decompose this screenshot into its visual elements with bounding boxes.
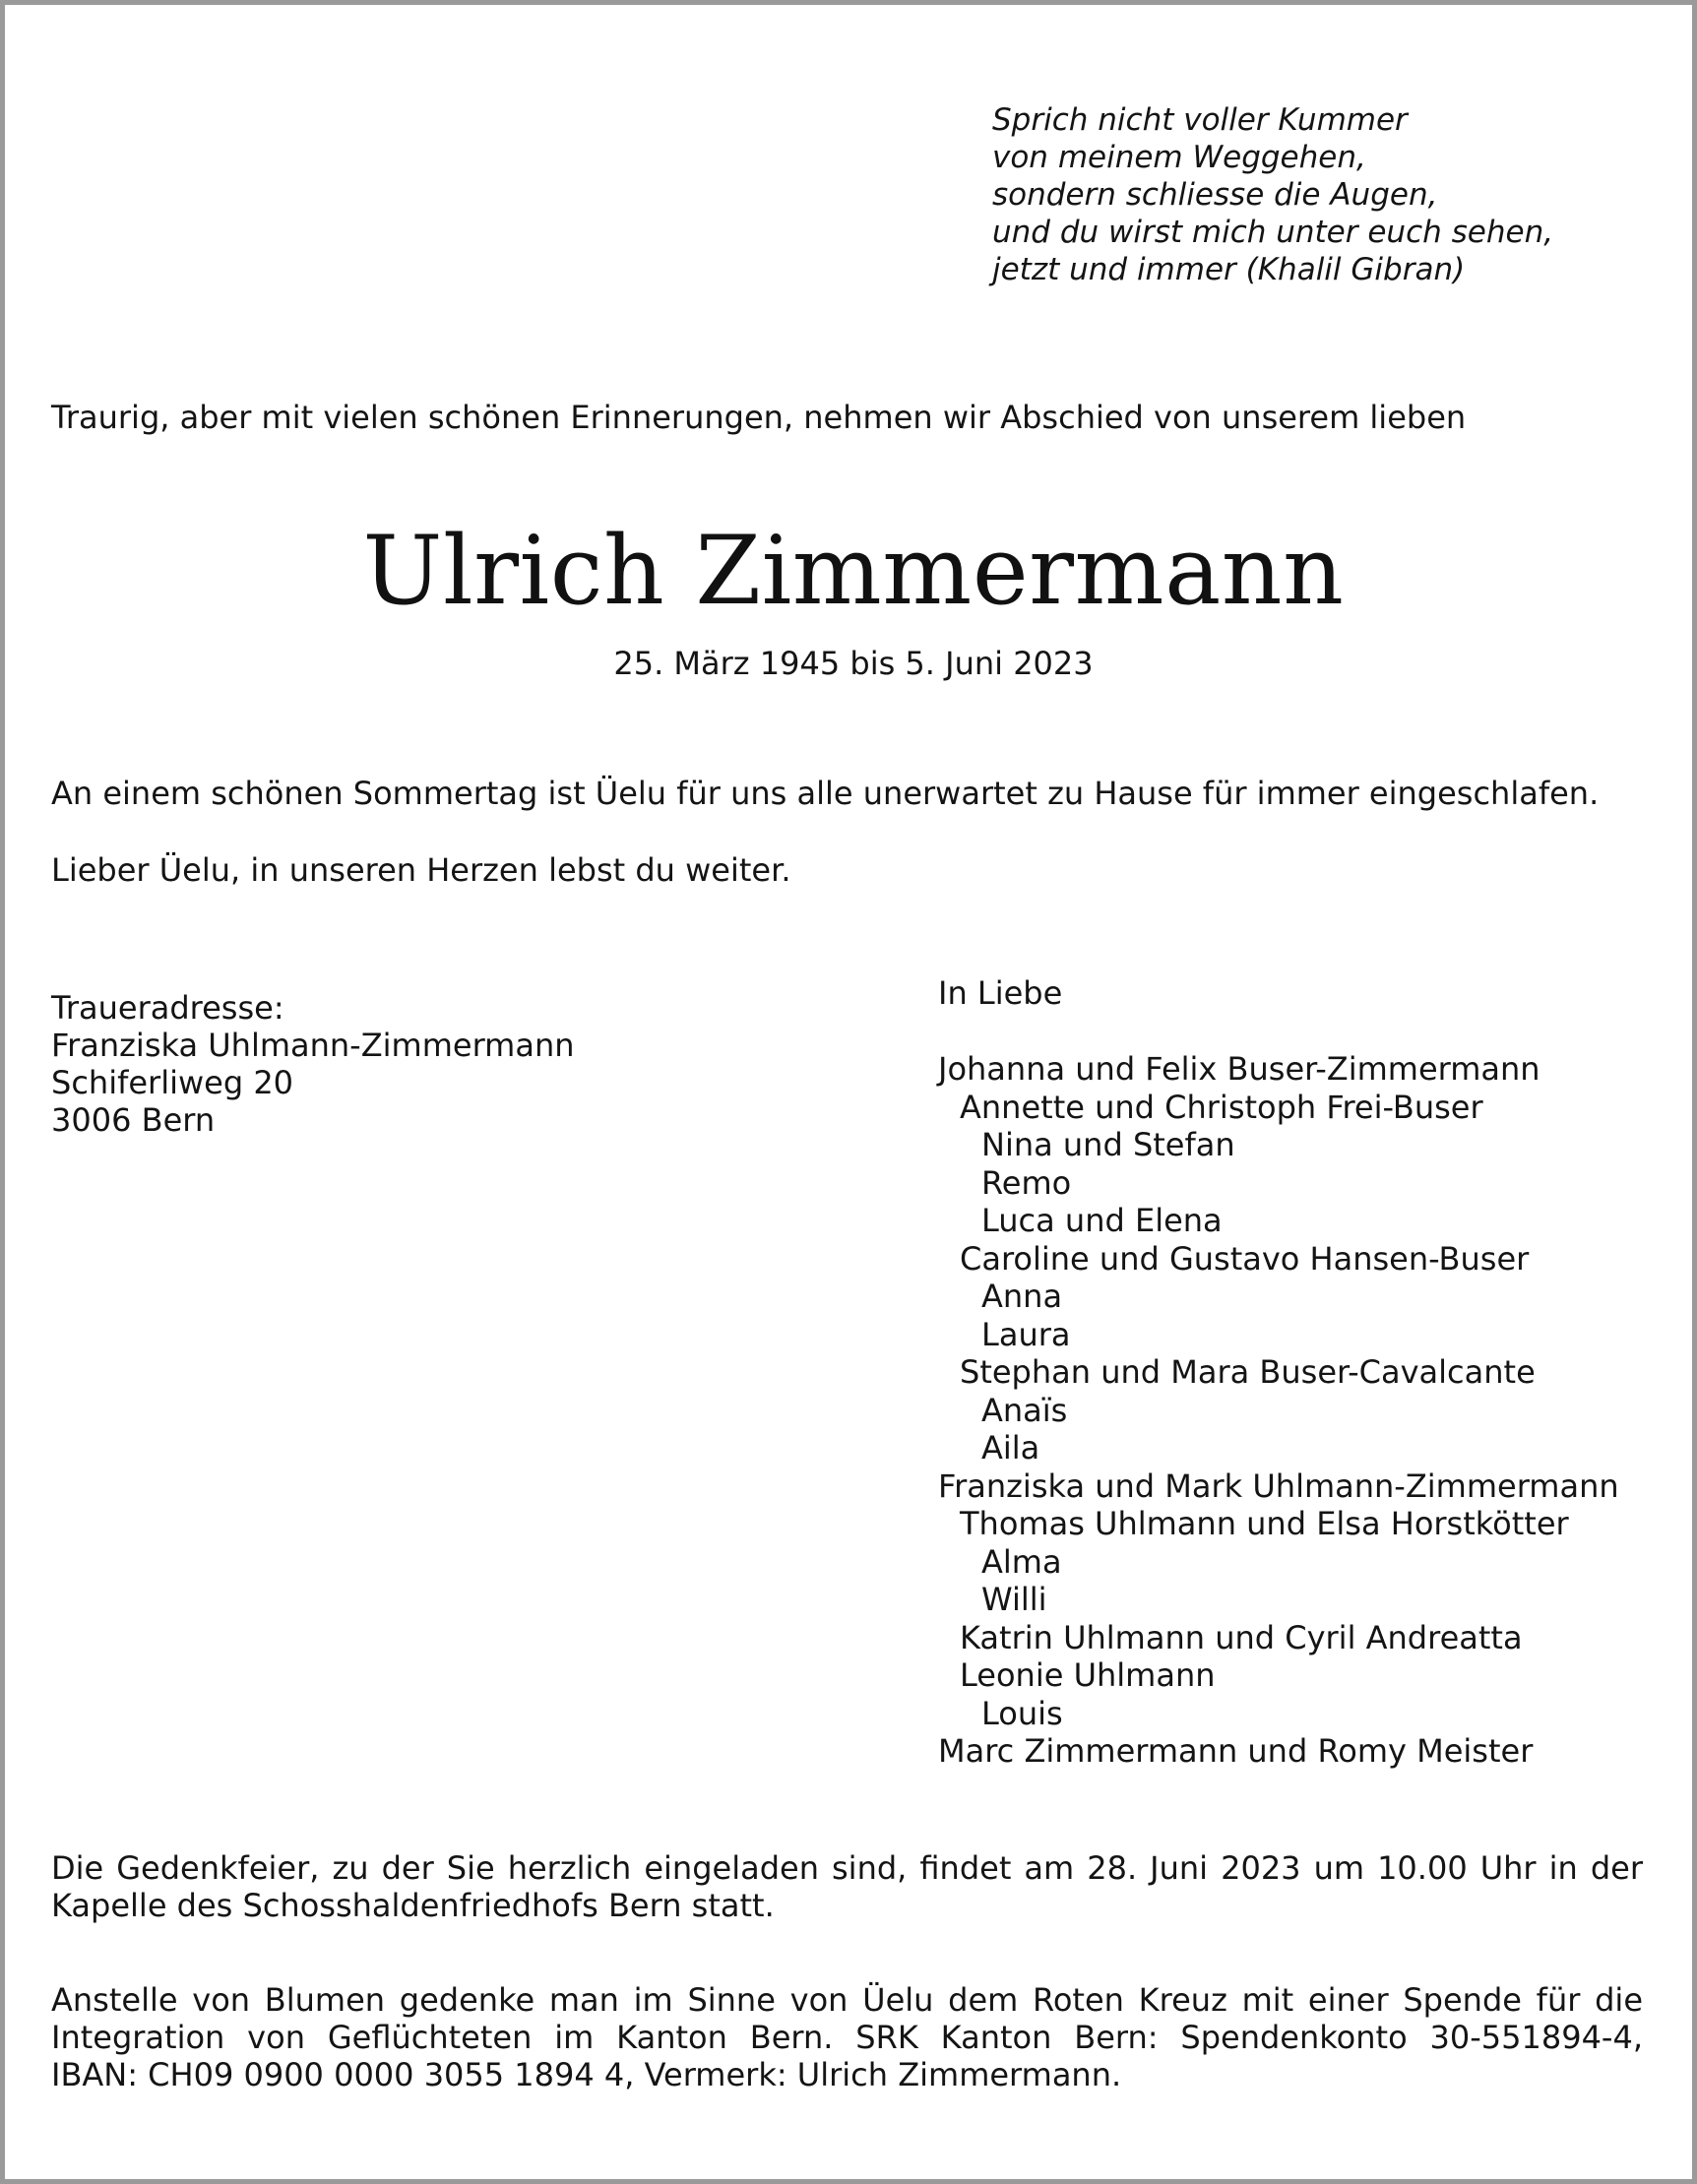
quote-line: jetzt und immer (Khalil Gibran) xyxy=(992,252,1466,287)
family-member: Annette und Christoph Frei-Buser xyxy=(960,1088,1483,1126)
mourning-address xyxy=(51,989,575,1139)
family-member: Aila xyxy=(981,1429,1040,1466)
family-member: Nina und Stefan xyxy=(981,1126,1235,1163)
family-member: Stephan und Mara Buser-Cavalcante xyxy=(960,1353,1536,1391)
family-member: Johanna und Felix Buser-Zimmermann xyxy=(938,1050,1540,1088)
family-member: Remo xyxy=(981,1163,1072,1202)
family-member: Katrin Uhlmann und Cyril Andreatta xyxy=(960,1618,1523,1656)
donation-line: Integration von Geflüchteten im Kanton Bern. SRK Kanton Bern: Spendenkonto 30-551894-4, xyxy=(51,2019,1643,2056)
family-list xyxy=(938,974,1619,1771)
address-street: Schiferliweg 20 xyxy=(51,1064,294,1101)
family-member: Willi xyxy=(981,1581,1047,1618)
family-member: Caroline und Gustavo Hansen-Buser xyxy=(960,1239,1530,1278)
donation-line: Anstelle von Blumen gedenke man im Sinne von Üelu dem Roten Kreuz mit einer Spende für die xyxy=(51,1981,1643,2019)
deceased-name: Ulrich Zimmermann xyxy=(362,516,1345,626)
quote-line: und du wirst mich unter euch sehen, xyxy=(992,215,1554,250)
quote-line: sondern schliesse die Augen, xyxy=(992,177,1438,213)
gibran-quote xyxy=(992,101,1622,288)
address-label: Traueradresse: xyxy=(51,989,284,1027)
intro-text: Traurig, aber mit vielen schönen Erinnerungen, nehmen wir Abschied von unserem lieben xyxy=(51,399,1467,436)
family-member: Thomas Uhlmann und Elsa Horstkötter xyxy=(960,1505,1569,1542)
family-member: Anna xyxy=(981,1278,1063,1315)
quote-line: Sprich nicht voller Kummer xyxy=(992,102,1408,138)
family-member: Luca und Elena xyxy=(981,1202,1223,1239)
family-member: Louis xyxy=(981,1694,1063,1732)
family-member: Marc Zimmermann und Romy Meister xyxy=(938,1732,1534,1770)
family-member: Alma xyxy=(981,1542,1062,1581)
family-intro: In Liebe xyxy=(938,974,1063,1012)
passing-message: An einem schönen Sommertag ist Üelu für uns alle unerwartet zu Hause für immer eingeschlafen. xyxy=(51,775,1600,812)
quote-line: von meinem Weggehen, xyxy=(992,140,1366,175)
ceremony-line: Die Gedenkfeier, zu der Sie herzlich eingeladen sind, findet am 28. Juni 2023 um 10.00 Uhr in der xyxy=(51,1849,1643,1887)
address-city: 3006 Bern xyxy=(51,1101,216,1139)
farewell-message: Lieber Üelu, in unseren Herzen lebst du weiter. xyxy=(51,851,791,889)
ceremony-line: Kapelle des Schosshaldenfriedhofs Bern statt. xyxy=(51,1887,775,1924)
donation-notice xyxy=(51,1981,1643,2093)
family-member: Franziska und Mark Uhlmann-Zimmermann xyxy=(938,1466,1619,1505)
family-member: Anaïs xyxy=(981,1391,1068,1429)
address-name: Franziska Uhlmann-Zimmermann xyxy=(51,1027,575,1064)
life-dates: 25. März 1945 bis 5. Juni 2023 xyxy=(613,645,1094,682)
ceremony-notice xyxy=(51,1849,1643,1924)
family-member: Leonie Uhlmann xyxy=(960,1656,1216,1694)
family-member: Laura xyxy=(981,1315,1071,1353)
donation-line: IBAN: CH09 0900 0000 3055 1894 4, Vermerk: Ulrich Zimmermann. xyxy=(51,2056,1122,2093)
